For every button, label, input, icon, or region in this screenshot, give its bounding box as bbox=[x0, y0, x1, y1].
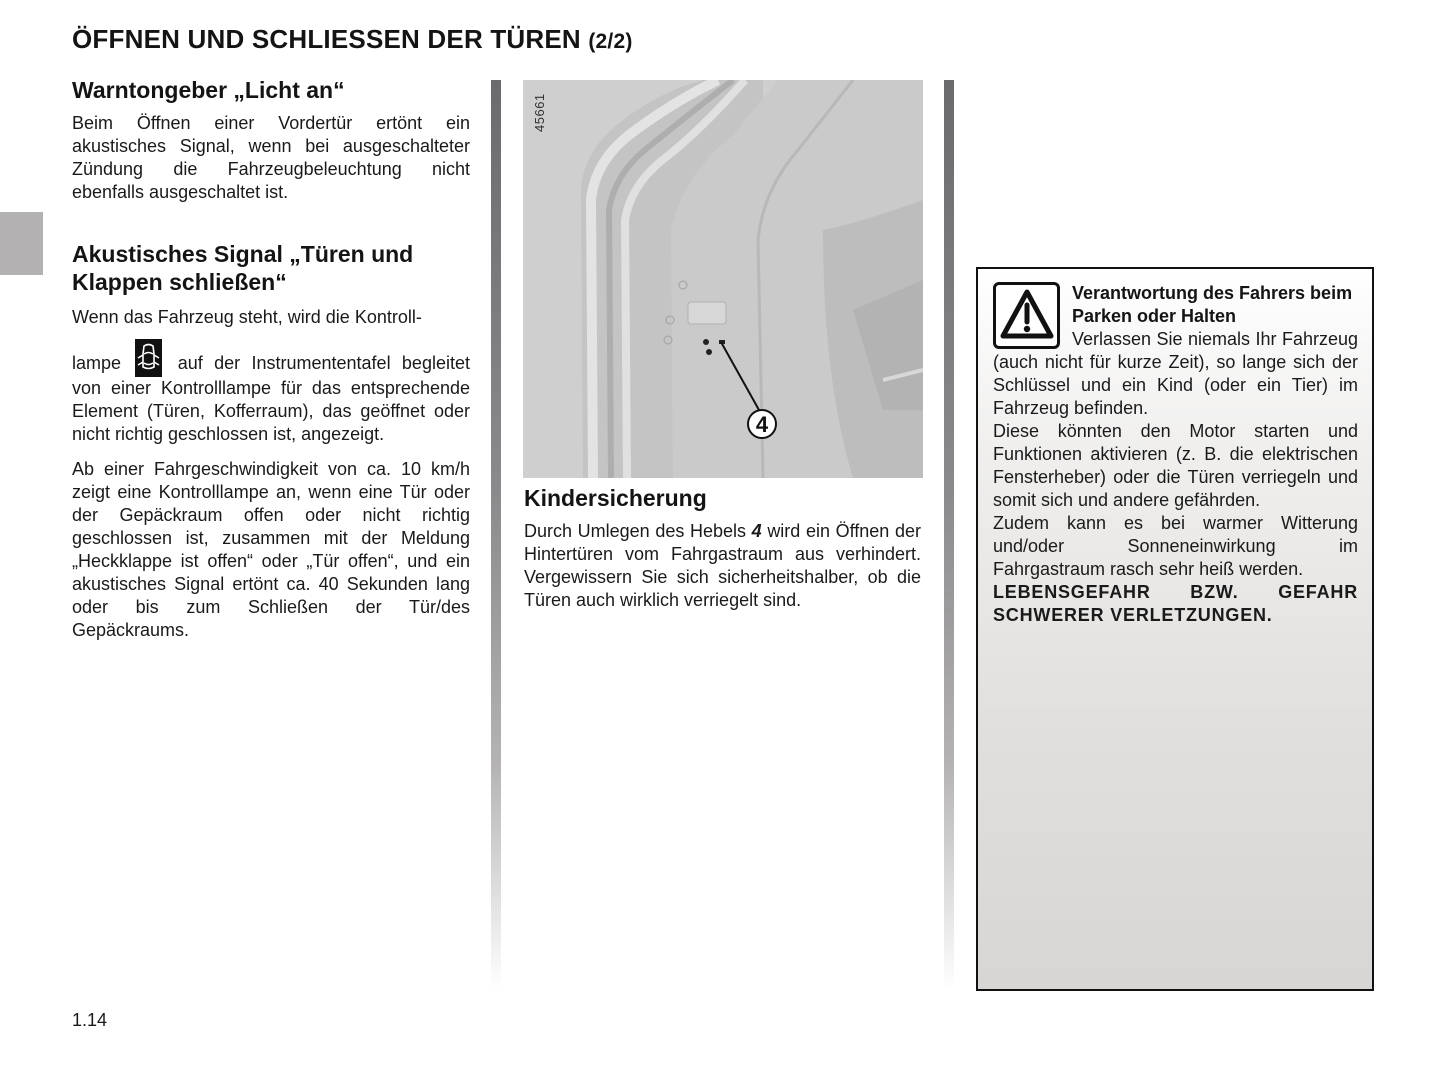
figure-id: 45661 bbox=[532, 93, 547, 132]
text-before-lever: Durch Umlegen des Hebels bbox=[524, 521, 747, 541]
section-text-door-signal bbox=[72, 306, 470, 446]
warning-text-3: Zudem kann es bei warmer Witterung und/oder Sonneneinwirkung im Fahrgastraum rasch sehr heiß werden. bbox=[993, 513, 1358, 579]
lever-reference: 4 bbox=[751, 521, 762, 541]
section-text-speed-warning: Ab einer Fahrgeschwindigkeit von ca. 10 km/h zeigt eine Kontrolllampe an, wenn eine Tür oder der Gepäckraum offen oder nicht richtig geschlossen ist, zusammen mit der Meldung „Heckklappe ist offen“ oder „Tür offen“, und ein akustisches Signal ertönt ca. 40 Sekunden lang oder bis zum Schließen der Tür/des Gepäckraums. bbox=[72, 459, 470, 640]
text-before-icon: Wenn das Fahrzeug steht, wird die Kontroll- bbox=[72, 307, 422, 327]
figure-callout-4: 4 bbox=[755, 412, 769, 437]
text-after-lever: wird ein Öffnen der Hintertüren vom Fahrgastraum aus verhindert. Vergewissern Sie sich sicherheitshalber, ob die Türen auch wirklich verriegelt sind. bbox=[524, 521, 921, 610]
warning-content bbox=[993, 282, 1358, 627]
text-lamp-prefix: lampe bbox=[72, 353, 122, 373]
section-text-child-lock bbox=[524, 520, 921, 612]
warning-triangle-icon bbox=[993, 282, 1060, 349]
column-divider bbox=[944, 80, 954, 990]
column-divider bbox=[491, 80, 501, 990]
door-open-warning-icon bbox=[135, 339, 162, 377]
page-part-indicator: (2/2) bbox=[588, 30, 633, 53]
page-title bbox=[72, 24, 633, 55]
warning-text-2: Diese könnten den Motor starten und Funktionen aktivieren (z. B. die elektrischen Fensterheber) oder die Türen verriegeln und somit sich und andere gefährden. bbox=[993, 421, 1358, 510]
warning-box bbox=[976, 267, 1374, 991]
section-heading-door-signal: Akustisches Signal „Türen und Klappen schließen“ bbox=[72, 241, 414, 295]
warning-danger-text: LEBENSGEFAHR BZW. GEFAHR SCHWERER VERLETZUNGEN. bbox=[993, 582, 1358, 625]
lamp-line bbox=[72, 339, 470, 446]
text-after-icon: auf der Instrumententafel begleitet von einer Kontrolllampe für das entsprechende Element (Türen, Kofferraum), das geöffnet oder nicht richtig geschlossen ist, angezeigt. bbox=[72, 353, 470, 444]
left-column bbox=[72, 76, 470, 642]
page-number: 1.14 bbox=[72, 1010, 108, 1030]
warning-title: Verantwortung des Fahrers beim Parken oder Halten bbox=[1072, 283, 1353, 326]
chapter-tab-marker bbox=[0, 212, 43, 275]
warning-text-1: Verlassen Sie niemals Ihr Fahrzeug (auch nicht für kurze Zeit), so lange sich der Schlüssel und ein Kind (oder ein Tier) im Fahrzeug befinden. bbox=[993, 329, 1358, 418]
section-text-light-warning: Beim Öffnen einer Vordertür ertönt ein akustisches Signal, wenn bei ausgeschalteter Zündung die Fahrzeugbeleuchtung nicht ebenfalls ausgeschaltet ist. bbox=[72, 113, 470, 202]
section-heading-child-lock: Kindersicherung bbox=[524, 485, 707, 511]
page-title-text: ÖFFNEN UND SCHLIESSEN DER TÜREN bbox=[72, 24, 581, 54]
section-heading-light-warning: Warntongeber „Licht an“ bbox=[72, 77, 345, 103]
middle-column bbox=[524, 484, 921, 612]
door-lock-illustration bbox=[523, 80, 923, 478]
